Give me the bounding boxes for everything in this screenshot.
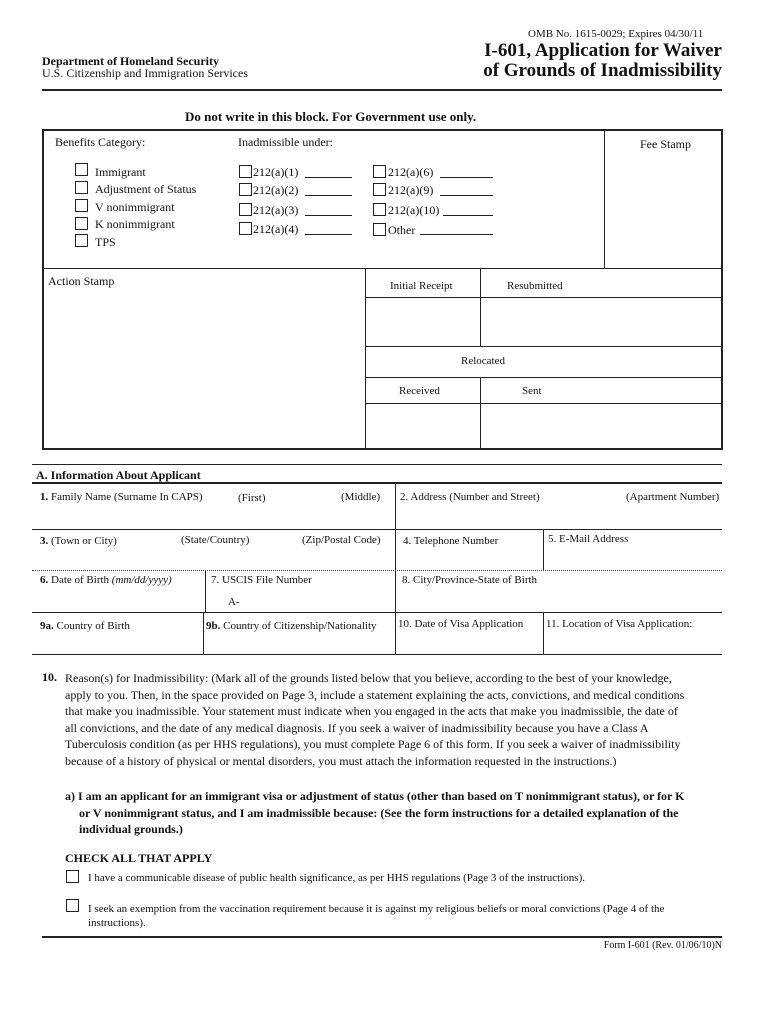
receipt-grid-row1 <box>366 297 722 298</box>
family-name-label: Family Name (Surname In CAPS) <box>51 491 203 503</box>
212a1-checkbox[interactable] <box>239 165 252 178</box>
row3-divider-b <box>395 571 396 613</box>
check-all-heading: CHECK ALL THAT APPLY <box>65 851 213 865</box>
section-a-top-rule <box>32 464 722 465</box>
address-label: 2. Address (Number and Street) <box>400 491 540 503</box>
212a10-label: 212(a)(10) <box>388 203 440 217</box>
q10-line5: Tuberculosis condition (as per HHS regulations), you must complete Page 6 of this form. If you seek a waiver of inadmissibility <box>65 737 681 751</box>
apartment-number-label: (Apartment Number) <box>626 491 720 503</box>
vaccination-exemption-label <box>88 902 718 930</box>
middle-name-label: (Middle) <box>341 491 381 503</box>
dob-label: Date of Birth <box>51 574 112 586</box>
vaccination-exemption-line1: I seek an exemption from the vaccination requirement because it is against my religious beliefs or moral convictions (Page 4 of the <box>88 903 665 915</box>
inadmissible-under-label: Inadmissible under: <box>238 135 333 149</box>
action-divider <box>43 268 722 269</box>
212a4-checkbox[interactable] <box>239 222 252 235</box>
vaccination-exemption-checkbox[interactable] <box>66 899 79 912</box>
212a4-label: 212(a)(4) <box>253 222 299 236</box>
q10-number: 10. <box>42 670 57 684</box>
212a9-label: 212(a)(9) <box>388 183 434 197</box>
212a2-label: 212(a)(2) <box>253 183 299 197</box>
212a9-checkbox[interactable] <box>373 183 386 196</box>
row2-bottom <box>32 570 722 571</box>
q10-line6: because of a history of physical or mental disorders, you must attach the information requested in the instructions.) <box>65 753 617 768</box>
receipt-grid-mid2 <box>480 377 481 449</box>
dob-number: 6. <box>40 574 49 586</box>
zip-code-label: (Zip/Postal Code) <box>302 534 381 546</box>
q10-line3: that make you inadmissible. Your statement must indicate when you engaged in the acts that make you inadmissible, the date of <box>65 704 678 718</box>
dob-format: (mm/dd/yyyy) <box>111 574 172 586</box>
sent-label: Sent <box>522 385 542 397</box>
benefits-category-label: Benefits Category: <box>55 135 146 149</box>
communicable-disease-label: I have a communicable disease of public health significance, as per HHS regulations (Page 3 of the instructions). <box>88 872 585 884</box>
q10-line4: all convictions, and the date of any medical diagnosis. If you seek a waiver of inadmissibility because you have a Class A <box>65 720 649 735</box>
receipt-grid-mid1 <box>480 269 481 346</box>
212a3-checkbox[interactable] <box>239 203 252 216</box>
family-name-number: 1. <box>40 491 49 503</box>
k-nonimmigrant-checkbox[interactable] <box>75 217 88 230</box>
212a2-checkbox[interactable] <box>239 183 252 196</box>
receipt-grid-row3 <box>366 377 722 378</box>
212a6-label: 212(a)(6) <box>388 165 434 179</box>
fee-stamp-label: Fee Stamp <box>640 137 691 151</box>
q10a-line3: individual grounds.) <box>79 822 183 836</box>
immigrant-label: Immigrant <box>95 165 146 179</box>
country-of-birth-number: 9a. <box>40 620 54 632</box>
header-rule <box>42 89 722 91</box>
212a9-line <box>440 195 493 196</box>
212a1-line <box>305 177 352 178</box>
visa-application-location-label: 11. Location of Visa Application: <box>546 618 693 630</box>
212a6-line <box>440 177 493 178</box>
resubmitted-label: Resubmitted <box>507 280 563 292</box>
immigrant-checkbox[interactable] <box>75 163 88 176</box>
q10a-line1: a) I am an applicant for an immigrant visa or adjustment of status (other than based on T nonimmigrant status), or for K <box>65 789 685 803</box>
212a4-line <box>305 234 352 235</box>
agency-name: Department of Homeland Security <box>42 54 219 68</box>
row2-divider-b <box>543 530 544 571</box>
q10-line1: Reason(s) for Inadmissibility: (Mark all of the grounds listed below that you believe, according to the best of your knowledge, <box>65 671 672 685</box>
vaccination-exemption-line2: instructions). <box>88 917 146 929</box>
initial-receipt-label: Initial Receipt <box>390 280 453 292</box>
row2-divider-a <box>395 530 396 571</box>
other-label: Other <box>388 223 416 237</box>
sub-agency-name: U.S. Citizenship and Immigration Services <box>42 66 248 80</box>
country-of-birth-field <box>40 620 130 632</box>
uscis-file-number-label: 7. USCIS File Number <box>211 574 312 586</box>
form-title-line2: of Grounds of Inadmissibility <box>483 60 722 81</box>
section-a-title: A. Information About Applicant <box>36 468 201 482</box>
receipt-grid-row2 <box>366 346 722 347</box>
relocated-label: Relocated <box>461 355 505 367</box>
row4-divider-c <box>543 613 544 655</box>
v-nonimmigrant-label: V nonimmigrant <box>95 200 175 214</box>
fee-divider <box>604 130 605 269</box>
citizenship-field <box>206 620 377 632</box>
tps-label: TPS <box>95 235 116 249</box>
state-country-label: (State/Country) <box>181 534 250 546</box>
q10a-line2: or V nonimmigrant status, and I am inadmissible because: (See the form instructions for a detailed explanation of the <box>79 805 679 820</box>
dob-field <box>40 574 172 586</box>
receipt-grid-left <box>365 269 366 449</box>
town-city-number: 3. <box>40 535 49 547</box>
adjustment-of-status-checkbox[interactable] <box>75 181 88 194</box>
footer-rule <box>42 936 722 938</box>
tps-checkbox[interactable] <box>75 234 88 247</box>
212a6-checkbox[interactable] <box>373 165 386 178</box>
citizenship-number: 9b. <box>206 620 221 632</box>
other-checkbox[interactable] <box>373 223 386 236</box>
a-number-prefix: A- <box>228 596 240 608</box>
row1-bottom <box>32 529 722 530</box>
v-nonimmigrant-checkbox[interactable] <box>75 199 88 212</box>
form-revision: Form I-601 (Rev. 01/06/10)N <box>603 940 722 951</box>
received-label: Received <box>399 385 440 397</box>
visa-application-date-label: 10. Date of Visa Application <box>398 618 524 630</box>
row4-divider-b <box>395 613 396 655</box>
first-name-label: (First) <box>238 492 266 504</box>
212a3-label: 212(a)(3) <box>253 203 299 217</box>
family-name-num <box>40 491 203 503</box>
city-of-birth-label: 8. City/Province-State of Birth <box>402 574 538 586</box>
town-city-label: (Town or City) <box>51 535 117 547</box>
telephone-label: 4. Telephone Number <box>403 535 499 547</box>
omb-number: OMB No. 1615-0029; Expires 04/30/11 <box>528 28 704 40</box>
receipt-grid-row4 <box>366 403 722 404</box>
communicable-disease-checkbox[interactable] <box>66 870 79 883</box>
other-line <box>420 234 493 235</box>
q10-line2: apply to you. Then, in the space provided on Page 3, include a statement explaining the acts, convictions, and medical conditions <box>65 687 685 702</box>
q10-instructions <box>65 670 725 769</box>
212a2-line <box>305 195 352 196</box>
k-nonimmigrant-label: K nonimmigrant <box>95 217 175 231</box>
212a1-label: 212(a)(1) <box>253 165 299 179</box>
email-label: 5. E-Mail Address <box>548 533 629 545</box>
form-title-line1: I-601, Application for Waiver <box>484 40 722 61</box>
212a3-line <box>305 215 352 216</box>
town-city-field <box>40 535 117 547</box>
row3-bottom <box>32 612 722 613</box>
row4-divider-a <box>203 613 204 655</box>
gov-use-notice: Do not write in this block. For Government use only. <box>185 109 477 124</box>
section-a-header-rule <box>32 482 722 484</box>
row1-divider <box>395 484 396 530</box>
q10a-statement <box>65 788 725 838</box>
adjustment-of-status-label: Adjustment of Status <box>95 182 197 196</box>
212a10-checkbox[interactable] <box>373 203 386 216</box>
action-stamp-label: Action Stamp <box>48 274 115 288</box>
country-of-birth-label: Country of Birth <box>56 620 130 632</box>
citizenship-label: Country of Citizenship/Nationality <box>223 620 377 632</box>
row3-divider-a <box>205 571 206 613</box>
row4-bottom <box>32 654 722 655</box>
212a10-line <box>443 215 493 216</box>
